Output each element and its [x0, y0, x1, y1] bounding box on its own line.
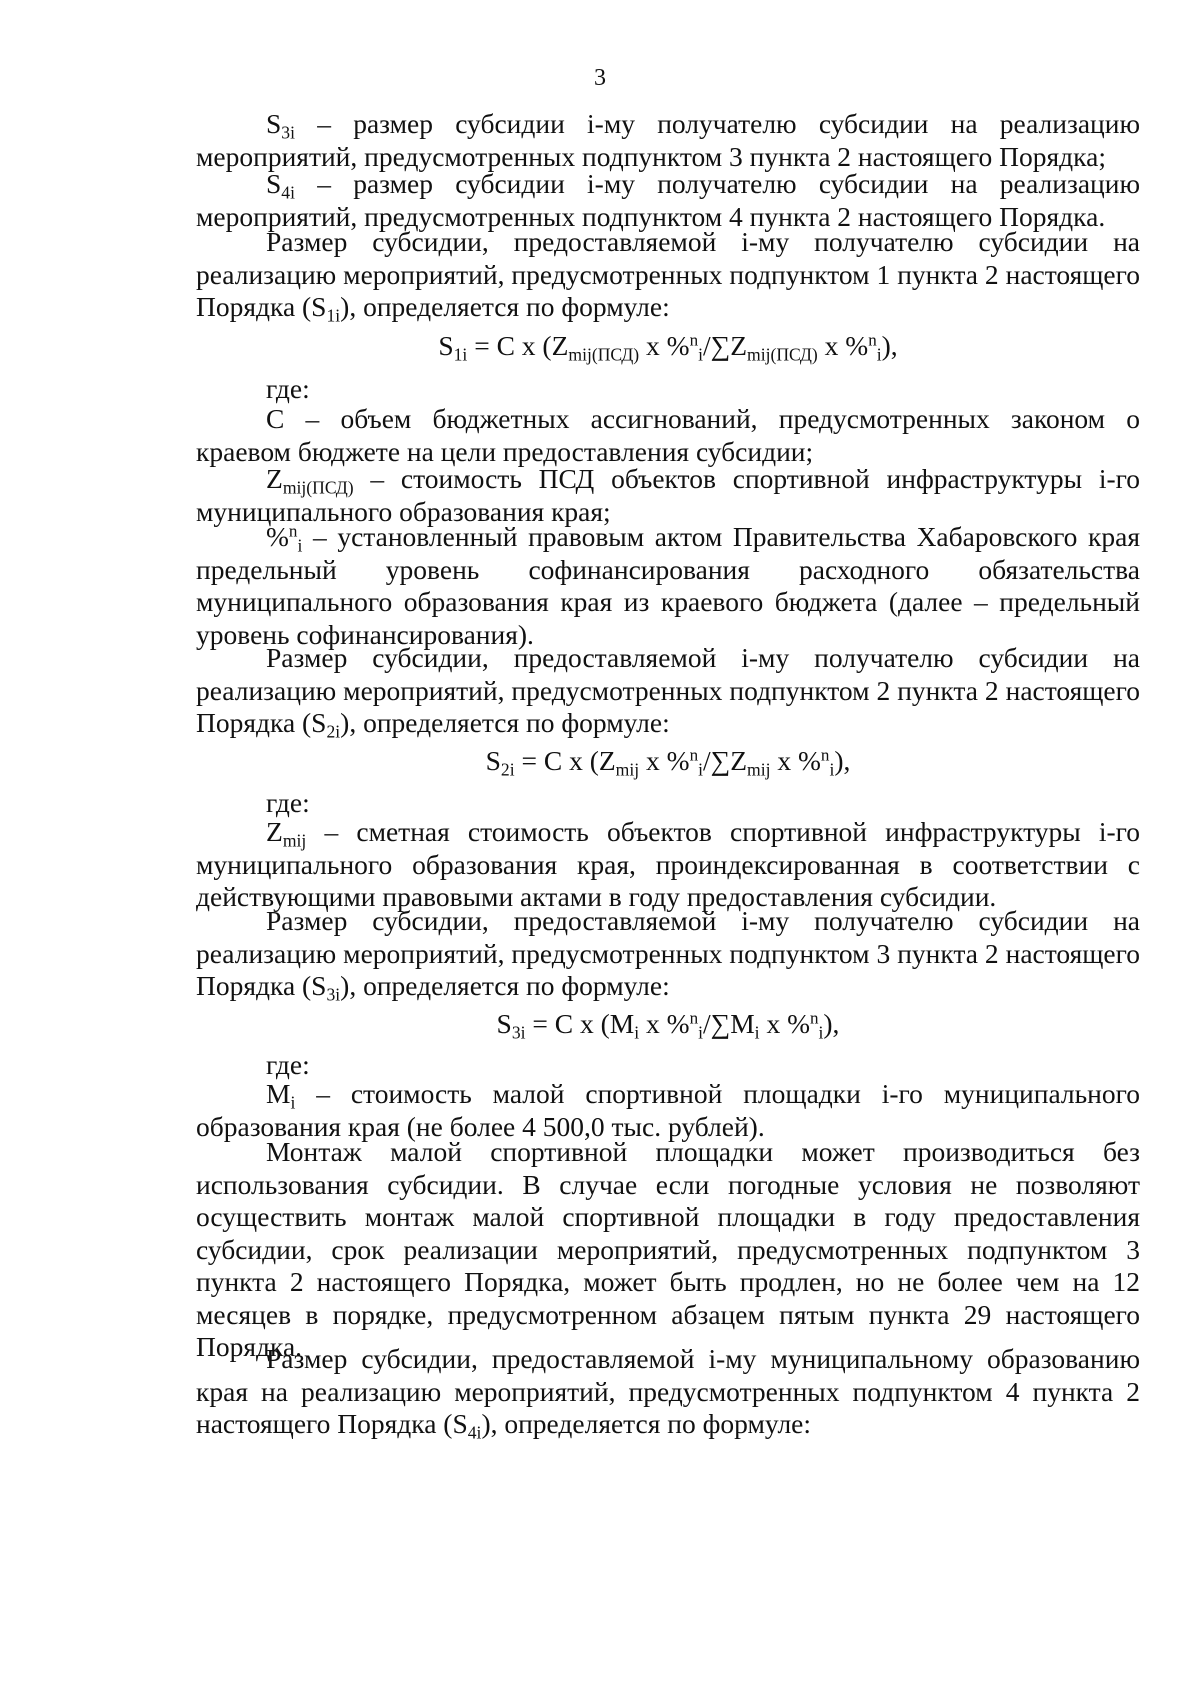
symbol-s: S — [266, 168, 282, 199]
s2i-intro-paragraph — [196, 642, 1140, 740]
formula-text: ), — [834, 745, 851, 776]
subscript: i — [290, 1092, 296, 1113]
formula-text: = С x ( — [467, 330, 552, 361]
definition-text: – сметная стоимость объектов спортивной инфраструктуры i-го муниципального образования края, проиндексированная в соответствии с действующими правовыми актами в году предоставления субсидии. — [196, 816, 1140, 912]
definition-text: – размер субсидии i-му получателю субсидии на реализацию мероприятий, предусмотренных подпунктом 4 пункта 2 настоящего Порядка. — [196, 168, 1141, 232]
symbol-z: Z — [266, 463, 283, 494]
subscript: mij(ПСД) — [282, 477, 354, 498]
definition-text: – установленный правовым актом Правительства Хабаровского края предельный уровень софинансирования расходного обязательства муниципального образования края из краевого бюджета (далее – предельный уровень софинансирования). — [196, 521, 1141, 650]
symbol-s: S — [266, 108, 282, 139]
paragraph-text: Размер субсидии, предоставляемой i-му муниципальному образованию края на реализацию мероприятий, предусмотренных подпунктом 4 пункта 2 настоящего Порядка (S — [196, 1343, 1140, 1439]
subscript: i — [754, 1022, 760, 1043]
s1i-intro-paragraph — [196, 226, 1140, 324]
subscript: 3i — [281, 122, 295, 143]
subscript: 3i — [511, 1022, 526, 1043]
subscript: 3i — [326, 984, 341, 1005]
subscript: i — [698, 344, 703, 365]
where-label: где: — [266, 787, 310, 818]
z-psd-definition — [196, 463, 1140, 528]
s3i-intro-paragraph — [196, 905, 1140, 1003]
subscript: mij — [747, 759, 771, 780]
formula-text: x % — [639, 745, 690, 776]
symbol-z: Z — [598, 745, 616, 776]
percent-definition — [196, 521, 1140, 651]
subscript: mij(ПСД) — [568, 344, 640, 365]
formula-text: x % — [759, 1008, 810, 1039]
definition-text: – стоимость ПСД объектов спортивной инфраструктуры i-го муниципального образования края; — [196, 463, 1140, 527]
formula-text: x % — [639, 330, 690, 361]
definition-text: – стоимость малой спортивной площадки i-го муниципального образования края (не более 4 500,0 тыс. рублей). — [196, 1078, 1140, 1142]
formula-text: /∑ — [702, 1008, 731, 1039]
formula-text: x % — [770, 745, 821, 776]
subscript: i — [634, 1022, 640, 1043]
superscript: n — [288, 521, 298, 541]
symbol-percent: % — [266, 521, 289, 552]
superscript: n — [689, 330, 699, 350]
definition-text: – размер субсидии i-му получателю субсидии на реализацию мероприятий, предусмотренных подпунктом 3 пункта 2 настоящего Порядка; — [196, 108, 1141, 172]
symbol-z: Z — [551, 330, 569, 361]
subscript: 4i — [281, 182, 295, 203]
subscript: mij(ПСД) — [747, 344, 818, 365]
subscript: mij — [615, 759, 640, 780]
symbol-s: S — [496, 1008, 512, 1039]
paragraph-text: ), определяется по формуле: — [340, 970, 670, 1001]
formula-text: ), — [823, 1008, 840, 1039]
where-label: где: — [266, 373, 310, 404]
page-number: 3 — [594, 65, 606, 91]
formula-text: /∑ — [702, 330, 731, 361]
paragraph-text: ), определяется по формуле: — [481, 1408, 812, 1439]
symbol-s: S — [485, 745, 501, 776]
montazh-paragraph: Монтаж малой спортивной площадки может производиться без использования субсидии. В случае если погодные условия не позволяют осуществить монтаж малой спортивной площадки в году предоставления субсидии, срок реализации мероприятий, предусмотренных подпунктом 3 пункта 2 настоящего Порядка, может быть продлен, но не более чем на 12 месяцев в порядке, предусмотренном абзацем пятым пункта 29 настоящего Порядка. — [196, 1136, 1140, 1362]
subscript: 1i — [453, 344, 468, 365]
subscript: i — [698, 1022, 703, 1043]
formula-s3i — [196, 1008, 1140, 1043]
formula-text: /∑ — [702, 745, 731, 776]
c-definition: С – объем бюджетных ассигнований, предусмотренных законом о краевом бюджете на цели предоставления субсидии; — [196, 403, 1140, 467]
subscript: i — [297, 535, 303, 556]
superscript: n — [809, 1008, 819, 1028]
subscript: mij — [282, 830, 307, 851]
subscript: 1i — [326, 305, 341, 326]
paragraph-text: ), определяется по формуле: — [340, 707, 670, 738]
s4i-intro-paragraph — [196, 1343, 1140, 1441]
paragraph-text: Размер субсидии, предоставляемой i-му получателю субсидии на реализацию мероприятий, предусмотренных подпунктом 2 пункта 2 настоящего Порядка (S — [196, 642, 1140, 738]
superscript: n — [689, 745, 699, 765]
paragraph-text: Размер субсидии, предоставляемой i-му получателю субсидии на реализацию мероприятий, предусмотренных подпунктом 3 пункта 2 настоящего Порядка (S — [196, 905, 1140, 1001]
superscript: n — [689, 1008, 699, 1028]
subscript: i — [698, 759, 703, 780]
formula-s2i — [196, 745, 1140, 780]
formula-text: = С x ( — [514, 745, 599, 776]
subscript: i — [876, 344, 882, 365]
m-definition — [196, 1078, 1140, 1143]
subscript: i — [818, 1022, 824, 1043]
z-mij-definition — [196, 816, 1140, 914]
formula-text: x % — [817, 330, 869, 361]
symbol-z: Z — [730, 330, 748, 361]
paragraph-text: Размер субсидии, предоставляемой i-му получателю субсидии на реализацию мероприятий, предусмотренных подпунктом 1 пункта 2 настоящего Порядка (S — [196, 226, 1140, 322]
superscript: n — [868, 330, 877, 350]
formula-text: ), — [881, 330, 898, 361]
symbol-z: Z — [266, 816, 283, 847]
symbol-z: Z — [730, 745, 748, 776]
s4i-definition — [196, 168, 1140, 233]
symbol-m: M — [730, 1008, 755, 1039]
symbol-m: M — [266, 1078, 291, 1109]
subscript: 2i — [326, 721, 341, 742]
superscript: n — [820, 745, 830, 765]
where-label: где: — [266, 1049, 310, 1080]
subscript: 4i — [467, 1422, 482, 1443]
formula-text: = С x ( — [525, 1008, 610, 1039]
s3i-definition — [196, 108, 1140, 173]
subscript: i — [829, 759, 835, 780]
formula-s1i — [196, 330, 1140, 365]
paragraph-text: ), определяется по формуле: — [340, 291, 670, 322]
formula-text: x % — [639, 1008, 690, 1039]
symbol-s: S — [438, 330, 454, 361]
symbol-m: M — [609, 1008, 635, 1039]
subscript: 2i — [500, 759, 515, 780]
